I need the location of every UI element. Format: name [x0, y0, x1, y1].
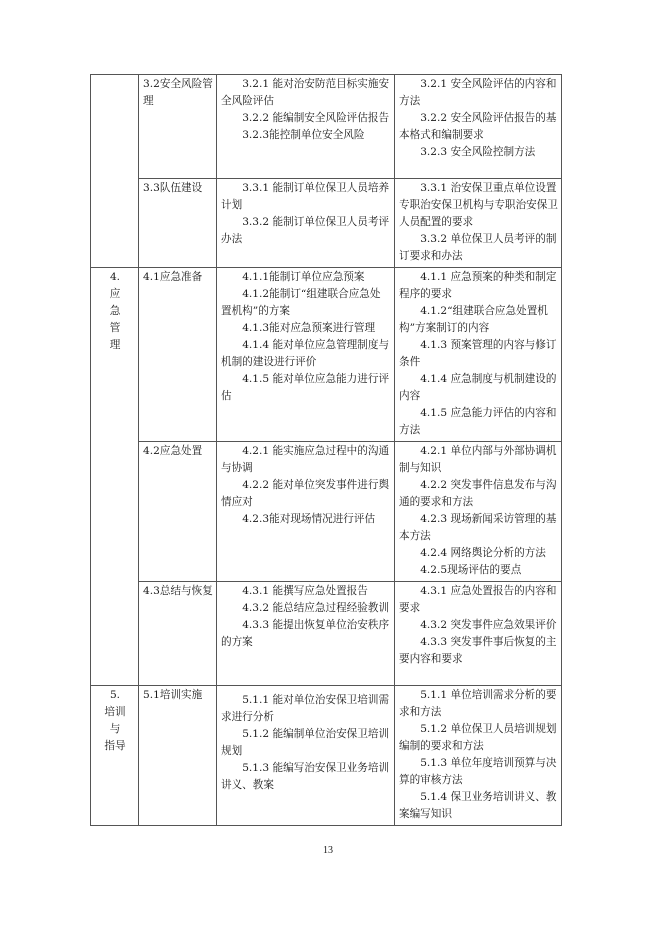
list-item: 4.1.2能制订“组建联合应急处置机构”的方案: [221, 288, 381, 317]
list-item: 3.2.3能控制单位安全风险: [242, 129, 365, 141]
list-item: 3.3.1 能制订单位保卫人员培养计划: [221, 182, 390, 211]
list-item: 4.2.1 单位内部与外部协调机制与知识: [399, 445, 557, 474]
list-item: 4.1.5 能对单位应急能力进行评估: [221, 373, 390, 402]
subsection-title: 4.1应急准备: [139, 268, 217, 442]
group-number: 5.: [109, 689, 121, 701]
knowledge-cell: [395, 442, 562, 582]
subsection-title: 3.3队伍建设: [139, 179, 217, 268]
list-item: 5.1.2 单位保卫人员培训规划编制的要求和方法: [399, 723, 557, 752]
list-item: 4.3.1 能撰写应急处置报告: [242, 585, 368, 597]
list-item: 4.1.3 预案管理的内容与修订条件: [399, 339, 557, 368]
list-item: 4.2.2 突发事件信息发布与沟通的要求和方法: [399, 479, 557, 508]
table-row: [91, 582, 562, 686]
list-item: 4.2.2 能对单位突发事件进行舆情应对: [221, 479, 390, 508]
list-item: 4.3.1 应急处置报告的内容和要求: [399, 585, 557, 614]
list-item: 4.3.2 突发事件应急效果评价: [420, 619, 557, 631]
knowledge-cell: [395, 268, 562, 442]
list-item: 4.1.2“组建联合应急处置机构”方案制订的内容: [399, 305, 548, 334]
knowledge-cell: [395, 582, 562, 686]
list-item: 4.1.1能制订单位应急预案: [242, 271, 365, 283]
list-item: 3.3.2 单位保卫人员考评的制订要求和办法: [399, 233, 557, 262]
list-item: 4.2.3 现场新闻采访管理的基本方法: [399, 513, 557, 542]
list-item: 3.2.3 安全风险控制方法: [420, 146, 536, 158]
group-title-line: 指导: [104, 740, 126, 752]
group-title-char: 应: [109, 288, 121, 300]
subsection-title: 3.2安全风险管理: [139, 75, 217, 179]
skills-table: [90, 74, 562, 826]
list-item: 3.2.2 能编制安全风险评估报告: [242, 112, 390, 124]
group-title-char: 急: [109, 305, 121, 317]
skills-cell: [217, 179, 395, 268]
list-item: 4.1.3能对应急预案进行管理: [242, 322, 376, 334]
list-item: 3.2.1 安全风险评估的内容和方法: [399, 78, 557, 107]
knowledge-cell: [395, 686, 562, 826]
group-title-line: 培训: [104, 706, 126, 718]
list-item: 4.1.1 应急预案的种类和制定程序的要求: [399, 271, 557, 300]
group-title-char: 理: [109, 339, 121, 351]
list-item: 3.2.1 能对治安防范目标实施安全风险评估: [221, 78, 390, 107]
list-item: 4.3.3 能提出恢复单位治安秩序的方案: [221, 619, 390, 648]
list-item: 5.1.1 能对单位治安保卫培训需求进行分析: [221, 694, 390, 723]
knowledge-cell: [395, 179, 562, 268]
group-number: 4.: [109, 271, 121, 283]
list-item: 5.1.1 单位培训需求分析的要求和方法: [399, 689, 557, 718]
list-item: 4.1.4 能对单位应急管理制度与机制的建设进行评价: [221, 339, 390, 368]
knowledge-cell: [395, 75, 562, 179]
subsection-title: 5.1培训实施: [139, 686, 217, 826]
skills-cell: [217, 75, 395, 179]
list-item: 4.1.4 应急制度与机制建设的内容: [399, 373, 557, 402]
table-row: [91, 179, 562, 268]
list-item: 4.2.5现场评估的要点: [420, 564, 522, 576]
skills-cell: [217, 268, 395, 442]
table-row: [91, 75, 562, 179]
list-item: 5.1.3 单位年度培训预算与决算的审核方法: [399, 757, 557, 786]
subsection-title: 4.3总结与恢复: [139, 582, 217, 686]
skills-cell: [217, 582, 395, 686]
list-item: 5.1.3 能编写治安保卫业务培训讲义、教案: [221, 762, 390, 791]
skills-cell: [217, 686, 395, 826]
group-title-char: 管: [109, 322, 121, 334]
table-row: [91, 442, 562, 582]
table-row: [91, 686, 562, 826]
group-cell-3-continued: [91, 75, 139, 268]
group-cell-5: [91, 686, 139, 826]
list-item: 3.2.2 安全风险评估报告的基本格式和编制要求: [399, 112, 557, 141]
list-item: 3.3.2 能制订单位保卫人员考评办法: [221, 216, 390, 245]
skills-cell: [217, 442, 395, 582]
list-item: 4.2.4 网络舆论分析的方法: [420, 547, 546, 559]
subsection-title: 4.2应急处置: [139, 442, 217, 582]
list-item: 4.1.5 应急能力评估的内容和方法: [399, 407, 557, 436]
page-number: 13: [323, 845, 333, 856]
group-title-line: 与: [109, 723, 121, 735]
list-item: 4.3.2 能总结应急过程经验教训: [242, 602, 390, 614]
table-row: [91, 268, 562, 442]
list-item: 4.2.1 能实施应急过程中的沟通与协调: [221, 445, 390, 474]
list-item: 5.1.2 能编制单位治安保卫培训规划: [221, 728, 390, 757]
group-cell-4: [91, 268, 139, 686]
list-item: 4.3.3 突发事件事后恢复的主要内容和要求: [399, 636, 557, 665]
list-item: 4.2.3能对现场情况进行评估: [242, 513, 376, 525]
list-item: 5.1.4 保卫业务培训讲义、教案编写知识: [399, 791, 557, 820]
list-item: 3.3.1 治安保卫重点单位设置专职治安保卫机构与专职治安保卫人员配置的要求: [399, 182, 558, 228]
